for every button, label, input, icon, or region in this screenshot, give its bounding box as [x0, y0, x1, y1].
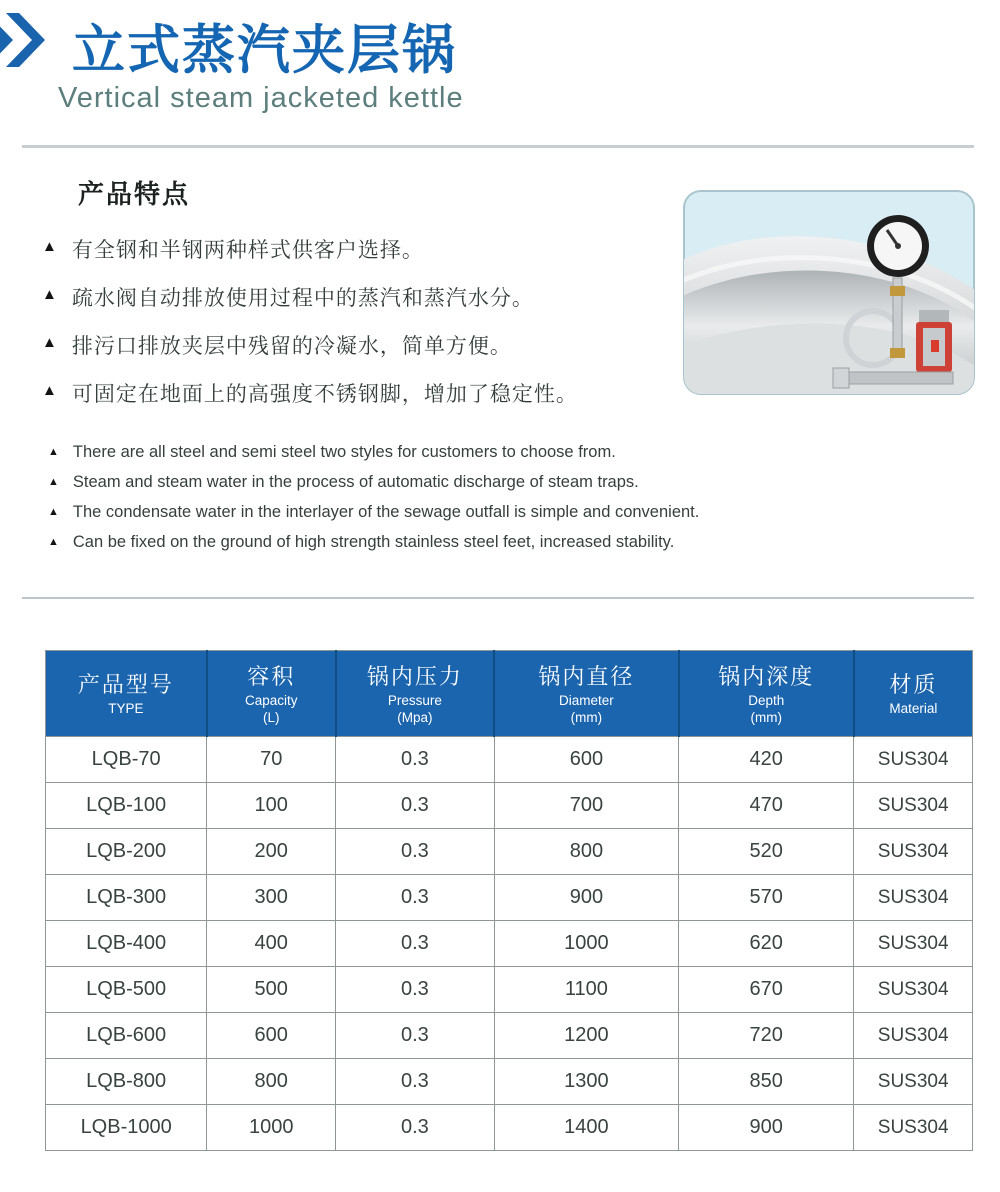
table-row: [46, 875, 973, 921]
table-row: [46, 967, 973, 1013]
features-list-cn: [42, 234, 578, 426]
value-cell: 1000: [494, 921, 678, 967]
feature-item-cn: [42, 234, 578, 282]
divider-top: [22, 145, 974, 148]
value-cell: SUS304: [854, 829, 973, 875]
value-cell: 0.3: [336, 875, 495, 921]
value-cell: 200: [207, 829, 336, 875]
feature-item-cn: [42, 378, 578, 426]
feature-item-en-text: The condensate water in the interlayer of the sewage outfall is simple and convenient.: [72, 503, 700, 521]
value-cell: 900: [679, 1105, 854, 1151]
value-cell: 400: [207, 921, 336, 967]
table-row: [46, 921, 973, 967]
value-cell: 420: [679, 737, 854, 783]
value-cell: 500: [207, 967, 336, 1013]
feature-item-en: [48, 443, 699, 473]
value-cell: SUS304: [854, 737, 973, 783]
value-cell: SUS304: [854, 1013, 973, 1059]
value-cell: 1400: [494, 1105, 678, 1151]
triangle-bullet-icon: ▲: [42, 238, 58, 255]
model-cell: LQB-400: [46, 921, 207, 967]
value-cell: 900: [494, 875, 678, 921]
feature-item-en: [48, 503, 699, 533]
value-cell: 100: [207, 783, 336, 829]
model-cell: LQB-300: [46, 875, 207, 921]
value-cell: SUS304: [854, 967, 973, 1013]
value-cell: 0.3: [336, 967, 495, 1013]
feature-item-cn-text: 疏水阀自动排放使用过程中的蒸汽和蒸汽水分。: [71, 287, 534, 310]
value-cell: 1200: [494, 1013, 678, 1059]
model-cell: LQB-70: [46, 737, 207, 783]
table-row: [46, 737, 973, 783]
feature-item-cn: [42, 330, 578, 378]
value-cell: 670: [679, 967, 854, 1013]
value-cell: 0.3: [336, 737, 495, 783]
value-cell: 0.3: [336, 829, 495, 875]
value-cell: 700: [494, 783, 678, 829]
kettle-product-photo: [683, 190, 975, 395]
value-cell: 0.3: [336, 1059, 495, 1105]
feature-item-cn-text: 排污口排放夹层中残留的冷凝水，简单方便。: [71, 335, 512, 358]
value-cell: 600: [494, 737, 678, 783]
model-cell: LQB-800: [46, 1059, 207, 1105]
feature-item-en: [48, 533, 699, 563]
model-cell: LQB-1000: [46, 1105, 207, 1151]
value-cell: 570: [679, 875, 854, 921]
spec-table: [45, 650, 973, 1151]
value-cell: 470: [679, 783, 854, 829]
features-list-en: [48, 443, 699, 563]
value-cell: 1300: [494, 1059, 678, 1105]
triangle-bullet-icon: ▲: [42, 286, 58, 303]
value-cell: SUS304: [854, 1105, 973, 1151]
value-cell: 0.3: [336, 1013, 495, 1059]
table-row: [46, 783, 973, 829]
triangle-bullet-icon: ▲: [42, 382, 58, 399]
table-row: [46, 1013, 973, 1059]
column-header-type: 产品型号 TYPE: [46, 651, 207, 737]
feature-item-cn-text: 有全钢和半钢两种样式供客户选择。: [71, 239, 424, 262]
column-header-material: 材质 Material: [854, 651, 973, 737]
value-cell: SUS304: [854, 875, 973, 921]
value-cell: 720: [679, 1013, 854, 1059]
table-row: [46, 1105, 973, 1151]
feature-item-en-text: Can be fixed on the ground of high strength stainless steel feet, increased stability.: [72, 533, 675, 551]
value-cell: SUS304: [854, 921, 973, 967]
page-title: 立式蒸汽夹层锅: [72, 21, 457, 80]
features-heading: 产品特点: [78, 179, 191, 209]
value-cell: 0.3: [336, 1105, 495, 1151]
spec-table-header-row: [46, 651, 973, 737]
feature-item-cn: [42, 282, 578, 330]
value-cell: 0.3: [336, 921, 495, 967]
model-cell: LQB-200: [46, 829, 207, 875]
value-cell: 0.3: [336, 783, 495, 829]
value-cell: 620: [679, 921, 854, 967]
column-header-pressure: 锅内压力 Pressure (Mpa): [336, 651, 495, 737]
triangle-bullet-icon: ▲: [48, 536, 59, 548]
column-header-depth: 锅内深度 Depth (mm): [679, 651, 854, 737]
value-cell: 800: [207, 1059, 336, 1105]
table-row: [46, 1059, 973, 1105]
feature-item-en: [48, 473, 699, 503]
feature-item-en-text: Steam and steam water in the process of automatic discharge of steam traps.: [72, 473, 639, 491]
feature-item-cn-text: 可固定在地面上的高强度不锈钢脚，增加了稳定性。: [71, 383, 578, 406]
divider-middle: [22, 597, 974, 599]
column-header-capacity: 容积 Capacity (L): [207, 651, 336, 737]
value-cell: 70: [207, 737, 336, 783]
value-cell: 800: [494, 829, 678, 875]
triangle-bullet-icon: ▲: [48, 446, 59, 458]
triangle-bullet-icon: ▲: [42, 334, 58, 351]
value-cell: 1000: [207, 1105, 336, 1151]
value-cell: 600: [207, 1013, 336, 1059]
value-cell: 850: [679, 1059, 854, 1105]
feature-item-en-text: There are all steel and semi steel two styles for customers to choose from.: [72, 443, 616, 461]
model-cell: LQB-500: [46, 967, 207, 1013]
page-subtitle: Vertical steam jacketed kettle: [58, 82, 464, 114]
double-chevron-icon: [0, 13, 62, 67]
model-cell: LQB-100: [46, 783, 207, 829]
table-row: [46, 829, 973, 875]
triangle-bullet-icon: ▲: [48, 506, 59, 518]
value-cell: 1100: [494, 967, 678, 1013]
value-cell: SUS304: [854, 1059, 973, 1105]
model-cell: LQB-600: [46, 1013, 207, 1059]
value-cell: 520: [679, 829, 854, 875]
value-cell: 300: [207, 875, 336, 921]
value-cell: SUS304: [854, 783, 973, 829]
triangle-bullet-icon: ▲: [48, 476, 59, 488]
column-header-diameter: 锅内直径 Diameter (mm): [494, 651, 678, 737]
